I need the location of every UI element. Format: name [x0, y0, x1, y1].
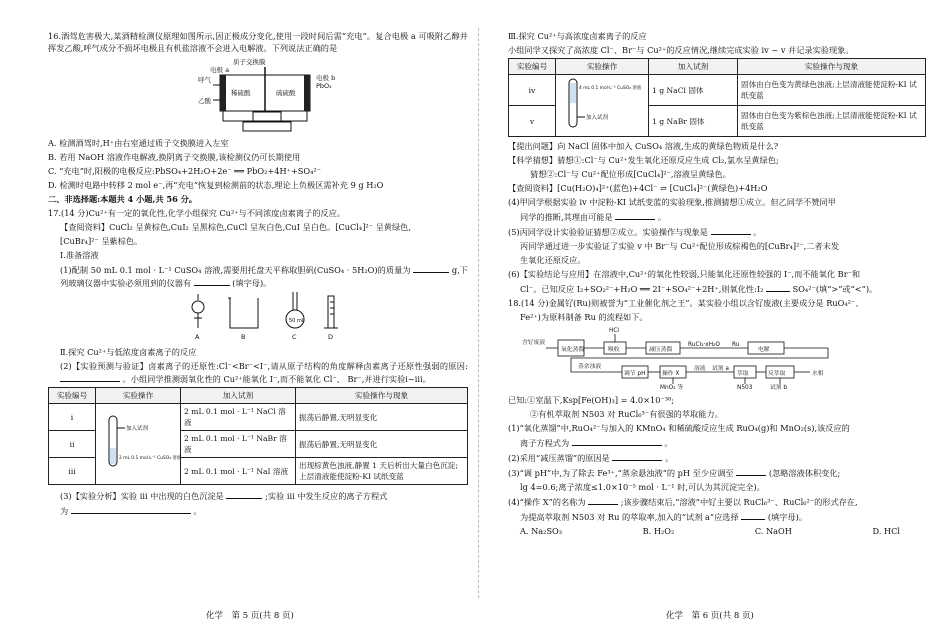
- q17-ref-2: [CuBr₄]²⁻ 呈紫棕色。: [60, 236, 143, 246]
- col-header-reagent: 加入试剂: [649, 59, 738, 75]
- q18-stem-1: 18.(14 分)金属钌(Ru)则被誉为“工业催化剂之王”。某实验小组以含钌废液(主要成分是 RuO₄²⁻、: [508, 298, 864, 308]
- flow-absorb: 吸收: [608, 347, 620, 353]
- apparatus-label-b: B: [241, 333, 246, 341]
- display-box: [243, 122, 291, 131]
- row-reagent: 2 mL 0.1 mol · L⁻¹ NaI 溶液: [181, 458, 296, 485]
- q17-1c: (填字母)。: [232, 278, 272, 288]
- q17-1a: (1)配制 50 mL 0.1 mol · L⁻¹ CuSO₄ 溶液,需要用托盘天平称取胆矾(CuSO₄ · 5H₂O)的质量为: [60, 265, 411, 275]
- q17-part1: Ⅰ.准备溶液: [60, 250, 99, 260]
- answer-blank-precipitate[interactable]: [226, 489, 262, 499]
- q17-4c: 。: [657, 212, 667, 222]
- q17-6a: (6)【实验结论与应用】在溶液中,Cu²⁺的氧化性较弱,只能氧化还原性较强的 I⁻,而不能氧化 Br⁻和: [508, 269, 861, 279]
- left-column: [48, 30, 468, 519]
- answer-blank-reason-4[interactable]: [615, 210, 655, 220]
- breathalyzer-diagram: [48, 57, 468, 133]
- membrane-label: 质子交换膜: [233, 58, 266, 66]
- row-phenomenon: 出现棕黄色浊液,静置 1 天后析出大量白色沉淀;上层清液能使淀粉-KI 试纸变蓝: [296, 458, 468, 485]
- col-header-operation: 实验操作: [96, 388, 181, 404]
- q18-4: [508, 495, 926, 508]
- q17-5c: 丙同学通过进一步实验证了实验 ⅴ 中 Br⁻与 Cu²⁺配位形成棕褐色的[CuBr₄]²⁻,二者未发: [520, 241, 840, 251]
- q17-5a: (5)丙同学设计实验验证猜想②成立。实验操作与现象是: [508, 227, 708, 237]
- table-row: [49, 404, 468, 431]
- choice-d: D. HCl: [872, 526, 900, 536]
- q17-2: [48, 360, 468, 385]
- flow-aq: 水相: [812, 371, 824, 377]
- q17-4a: (4)甲同学根据实验 ⅳ 中淀粉-KI 试纸变蓝的实验现象,推测猜想①成立。但乙同学不赞同甲: [508, 197, 836, 207]
- test-tube-cell: [96, 404, 181, 485]
- flow-opx: 操作 X: [662, 371, 680, 377]
- apparatus-figure: [48, 292, 468, 342]
- part3-intro: 小组同学又探究了高浓度 Cl⁻、Br⁻与 Cu²⁺的反应情况,继续完成实验 ⅳ ~ ⅴ 并记录实验现象。: [508, 45, 854, 55]
- row-reagent: 2 mL 0.1 mol · L⁻¹ NaBr 溶液: [181, 431, 296, 458]
- row-id: ⅰ: [49, 404, 96, 431]
- test-tube-icon: [99, 412, 182, 474]
- q17-3c: 为: [60, 506, 69, 516]
- q17-1: [48, 263, 468, 289]
- column-divider: [478, 28, 479, 598]
- apparatus-diagram: [48, 292, 468, 342]
- process-flow-diagram: [508, 326, 926, 390]
- answer-blank-operation[interactable]: [711, 225, 751, 235]
- tube-solution-label: 4 mL 0.1 mol·L⁻¹ CuSO₄ 溶液: [579, 86, 642, 91]
- q18-known-1: 已知:①室温下,Ksp[Fe(OH)₃] = 4.0×10⁻³⁸;: [508, 395, 675, 405]
- answer-blank-equation[interactable]: [71, 504, 191, 514]
- row-id: ⅲ: [49, 458, 96, 485]
- col-header-phenomenon: 实验操作与现象: [296, 388, 468, 404]
- q18-4b: ;该步骤结束后,“溶液”中钌主要以 RuCl₆³⁻、RuCl₆²⁻的形式存在,: [620, 497, 858, 507]
- q18-4d: (填字母)。: [767, 512, 808, 522]
- flow-oxidize: 氧化蒸馏: [561, 347, 585, 353]
- row-id: ⅴ: [509, 106, 556, 137]
- flow-backextract: 反萃取: [768, 371, 786, 377]
- q16-option-d: D. 检测时电路中转移 2 mol e⁻,再“充电”恢复到检测前的状态,理论上负极区需补充 9 g H₂O: [48, 180, 384, 190]
- row-id: ⅱ: [49, 431, 96, 458]
- q17-4: [508, 196, 926, 208]
- resistor-box: [253, 112, 281, 121]
- conc-acid-label: 硫硫酸: [276, 89, 296, 97]
- q18-2b: 。: [665, 453, 674, 463]
- q18-4c: 为提高萃取剂 N503 对 Ru 的萃取率,加入的“试剂 a”应选择: [520, 512, 739, 522]
- guess-1: 【科学猜想】猜想①:Cl⁻与 Cu²⁺发生氧化还原反应生成 Cl₂,氯水呈黄绿色;: [508, 155, 779, 165]
- answer-blank-reagent-a[interactable]: [741, 510, 765, 520]
- q18-1b: 离子方程式为: [520, 438, 570, 448]
- q17-6c: SO₄²⁻(填“>”或“<”)。: [792, 284, 878, 294]
- experiment-table-2: [508, 58, 926, 137]
- table-header-row: [49, 388, 468, 404]
- answer-blank-ph[interactable]: [736, 466, 766, 476]
- q17-3b: ;实验 ⅲ 中发生反应的离子方程式: [265, 491, 388, 501]
- q17-ref-1: 【查阅资料】CuCl₂ 呈黄棕色,CuI₂ 呈黑棕色,CuCl 呈灰白色,CuI 呈白色。[CuCl₄]²⁻ 呈黄绿色,: [60, 222, 411, 232]
- row-phenomenon: 固体由白色变为紫棕色浊液;上层清液能使淀粉-KI 试纸变蓝: [738, 106, 926, 137]
- answer-blank-compare[interactable]: [766, 282, 790, 292]
- right-column: [508, 30, 926, 539]
- flow-ph: 调节 pH: [624, 371, 646, 377]
- electrode-a-label: 电极 a: [210, 66, 230, 74]
- apparatus-label-a: A: [195, 333, 200, 341]
- page-footer-left: 化学 第 5 页(共 8 页): [206, 611, 294, 621]
- electrode-b-label: 电极 b: [316, 74, 336, 82]
- q18-4a: (4)“操作 X”的名称为: [508, 497, 586, 507]
- test-tube-icon: [559, 77, 641, 131]
- q18-1a: (1)“氧化蒸馏”中,RuO₄²⁻与加入的 KMnO₄ 和稀硫酸反应生成 RuO₄(g)和 MnO₂(s),该反应的: [508, 423, 850, 433]
- col-header-operation: 实验操作: [556, 59, 649, 75]
- q18-2a: (2)采用“减压蒸馏”的原因是: [508, 453, 610, 463]
- tube-add-label: 加入试剂: [126, 425, 149, 432]
- answer-blank-apparatus[interactable]: [194, 276, 230, 286]
- q18-1: [508, 436, 926, 449]
- col-header-reagent: 加入试剂: [181, 388, 296, 404]
- q18-known-2: ②有机萃取剂 N503 对 RuCl₆³⁻有很强的萃取能力。: [530, 409, 723, 419]
- breath-label: 呼气: [198, 76, 211, 84]
- flow-hcl: HCl: [609, 328, 620, 334]
- q18-stem-2: Fe²⁺)为原料制备 Ru 的流程如下。: [520, 312, 648, 322]
- tube-solution-label: 2 mL 0.1 mol·L⁻¹ CuSO₄ 溶液: [119, 455, 182, 461]
- answer-blank-opx[interactable]: [588, 495, 618, 505]
- q17-4-cont: [508, 210, 926, 223]
- choice-a: A. Na₂SO₃: [520, 526, 563, 536]
- pbo2-label: PbO₂: [316, 82, 332, 90]
- q17-3a: (3)【实验分析】实验 ⅲ 中出现的白色沉淀是: [60, 491, 224, 501]
- q17-3: [48, 489, 468, 502]
- flow-reagent-b: 试剂 b: [770, 385, 788, 391]
- flow-electrolysis: 电解: [758, 347, 770, 353]
- q18-1c: 。: [664, 438, 673, 448]
- flow-solution: 溶液: [694, 366, 706, 372]
- q17-2c: Br⁻,并进行实验ⅰ~ⅲ。: [347, 374, 431, 384]
- section-title: 二、非选择题:本题共 4 小题,共 56 分。: [48, 194, 197, 204]
- choice-c: C. NaOH: [754, 526, 792, 536]
- answer-blank-vacuum-reason[interactable]: [612, 451, 662, 461]
- part3-title: Ⅲ.探究 Cu²⁺与高浓度卤素离子的反应: [508, 31, 647, 41]
- q17-2b: 。小组同学推测弱氧化性的 Cu²⁺能氧化 I⁻,而不能氧化 Cl⁻、: [122, 374, 345, 384]
- q18-3: [508, 466, 926, 479]
- q17-6: [508, 282, 926, 295]
- q17-1b: g,下列玻璃仪器中实验必须用到的仪器有: [60, 265, 468, 288]
- q17-part2: Ⅱ.探究 Cu²⁺与低浓度卤素离子的反应: [60, 347, 197, 357]
- q16-option-a: A. 检测酒驾时,H⁺由右室通过质子交换膜进入左室: [48, 138, 229, 148]
- electrode-a: [220, 75, 226, 111]
- row-phenomenon: 固体由白色变为黄绿色浊液;上层清液能使淀粉-KI 试纸变蓝: [738, 75, 926, 106]
- q17-stem: 17.(14 分)Cu²⁺有一定的氧化性,化学小组探究 Cu²⁺与不同浓度卤素离子的反应。: [48, 208, 345, 218]
- answer-blank-ionic[interactable]: [572, 436, 662, 446]
- row-phenomenon: 振荡后静置,无明显变化: [296, 431, 468, 458]
- q16-stem: 16.酒驾危害极大,某酒精检测仪原理如图所示,因正极成分变化,使用一段时间后需“充电”。复合电极 a 可吸附乙醇并挥发乙酸,呼气成分不损坏电极且有机盐溶液不会进入电解液。下列说法正确的是: [48, 31, 468, 53]
- col-header-id: 实验编号: [49, 388, 96, 404]
- apparatus-label-d: D: [328, 333, 334, 341]
- breathalyzer-figure: [48, 57, 468, 133]
- beaker-icon: [228, 298, 258, 328]
- q17-5d: 生氧化还原反应。: [520, 255, 586, 265]
- separating-funnel-icon: [192, 294, 204, 328]
- question-prompt: 【提出问题】向 NaCl 固体中加入 CuSO₄ 溶液,生成的黄绿色物质是什么?: [508, 141, 779, 151]
- guess-2: 猜想②:Cl⁻与 Cu²⁺配位形成[CuCl₄]²⁻,溶液呈黄绿色。: [530, 169, 731, 179]
- ruthenium-flow-figure: [508, 326, 926, 390]
- flow-vacuum: 减压蒸馏: [649, 347, 673, 353]
- q18-4-cont: [508, 510, 926, 523]
- q18-3a: (3)“调 pH”中,为了除去 Fe³⁺,“蒸余悬浊液”的 pH 至少应调至: [508, 468, 734, 478]
- table-row: [509, 75, 926, 106]
- apparatus-label-c: C: [292, 333, 297, 341]
- q16-option-b: B. 若用 NaOH 溶液作电解液,换阴离子交换膜,该检测仪仍可长期使用: [48, 152, 301, 162]
- q17-2a: (2)【实验预测与验证】卤素离子的还原性:Cl⁻<Br⁻<I⁻,请从原子结构的角度解释卤素离子还原性强弱的原因:: [60, 361, 468, 371]
- experiment-table-1: [48, 387, 468, 485]
- row-reagent: 1 g NaBr 固体: [649, 106, 738, 137]
- graduated-cylinder-icon: [324, 296, 338, 328]
- answer-blank-mass[interactable]: [413, 263, 449, 273]
- q17-5b: 。: [753, 227, 762, 237]
- row-id: ⅳ: [509, 75, 556, 106]
- row-reagent: 2 mL 0.1 mol · L⁻¹ NaCl 溶液: [181, 404, 296, 431]
- q18-choices: [508, 525, 900, 537]
- flow-rucl3: RuCl₃·xH₂O: [688, 342, 720, 348]
- col-header-id: 实验编号: [509, 59, 556, 75]
- reference-equation: 【查阅资料】[Cu(H₂O)₄]²⁺(蓝色)+4Cl⁻ ⇌ [CuCl₄]²⁻(黄绿色)+4H₂O: [508, 183, 768, 193]
- flow-extract: 萃取: [737, 371, 749, 377]
- page-footer-right: 化学 第 6 页(共 8 页): [666, 611, 754, 621]
- q17-6b: Cl⁻。已知反应 I₂+SO₂²⁻+H₂O ══ 2I⁻+SO₄²⁻+2H⁺,则氧化性:I₂: [520, 284, 764, 294]
- tube-add-label: 加入试剂: [586, 115, 609, 121]
- q17-4b: 同学的推断,其理由可能是: [520, 212, 613, 222]
- q16-option-c: C. “充电”时,阳极的电极反应:PbSO₄+2H₂O+2e⁻ ══ PbO₂+4H⁺+SO₄²⁻: [48, 166, 321, 176]
- q17-5: [508, 225, 926, 238]
- dilute-acid-label: 稀硫酸: [231, 89, 251, 97]
- col-header-phenomenon: 实验操作与现象: [738, 59, 926, 75]
- table-header-row: [509, 59, 926, 75]
- flow-n503: N503: [737, 385, 753, 391]
- row-reagent: 1 g NaCl 固体: [649, 75, 738, 106]
- flow-reagent-a: 试剂 a: [712, 366, 729, 372]
- q17-3-cont: [48, 504, 468, 517]
- flow-mno2: MnO₂ 等: [660, 385, 684, 391]
- q18-3b: (忽略溶液体积变化;: [768, 468, 841, 478]
- choice-b: B. H₂O₂: [642, 526, 675, 536]
- flow-ru: Ru: [732, 342, 740, 348]
- q18-3c: lg 4=0.6;离子浓度≤1.0×10⁻⁵ mol · L⁻¹ 时,可认为其沉淀完全)。: [520, 482, 765, 492]
- test-tube-cell: [556, 75, 649, 137]
- answer-blank-reason[interactable]: [60, 372, 120, 382]
- flow-residue: 蒸余浊液: [578, 364, 602, 370]
- row-phenomenon: 振荡后静置,无明显变化: [296, 404, 468, 431]
- acetic-label: 乙酸: [198, 97, 211, 105]
- q18-2: [508, 451, 926, 464]
- flask-volume-label: 50 mL: [289, 318, 305, 324]
- electrode-b: [304, 75, 310, 111]
- q17-3d: 。: [193, 506, 202, 516]
- flow-waste: 含钌废液: [522, 340, 546, 346]
